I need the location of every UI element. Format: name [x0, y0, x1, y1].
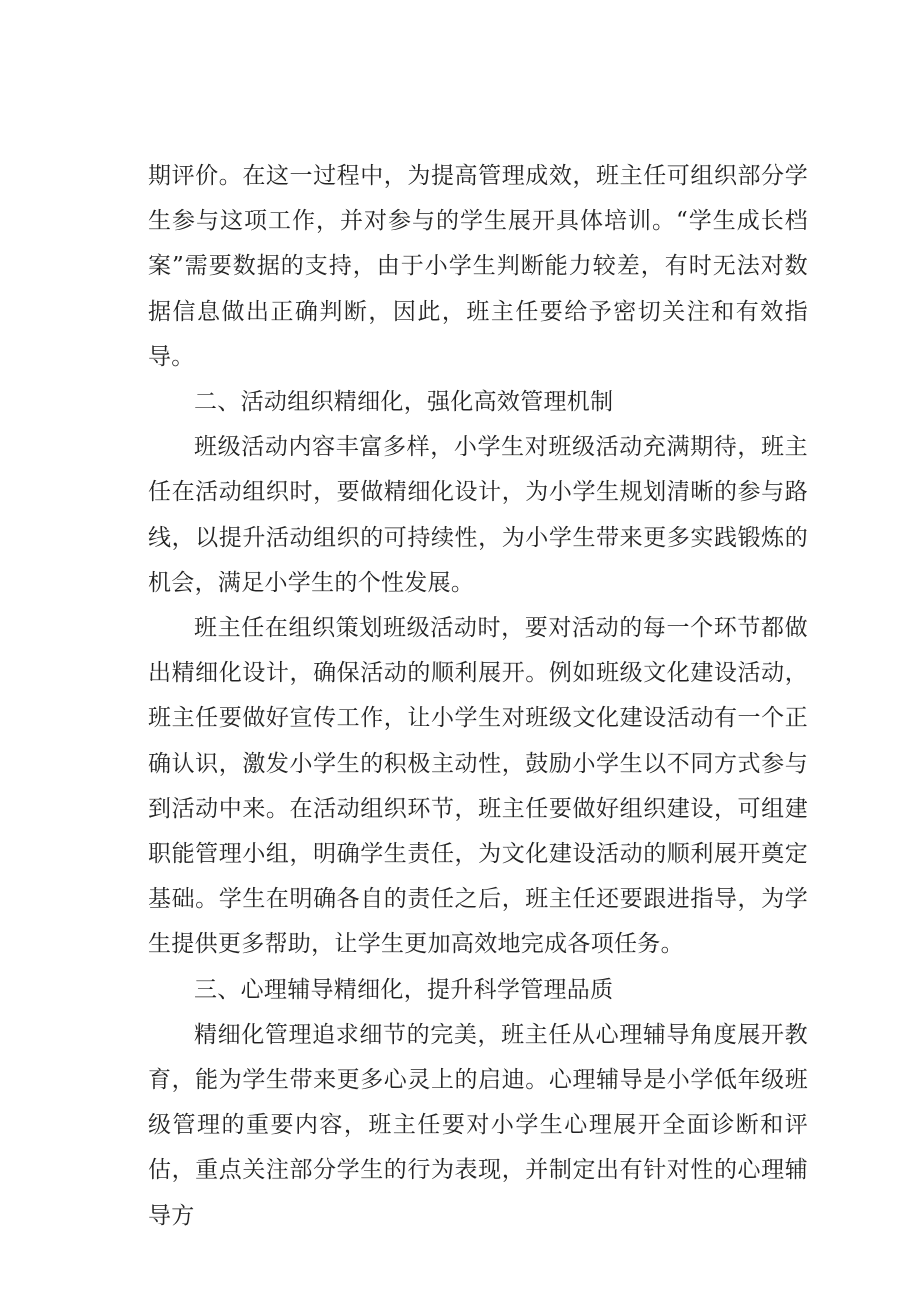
section-heading-2: 二、活动组织精细化，强化高效管理机制 — [194, 389, 614, 416]
paragraph: 班主任在组织策划班级活动时，要对活动的每一个环节都做出精细化设计，确保活动的顺利展开。例如班级文化建设活动，班主任要做好宣传工作，让小学生对班级文化建设活动有一个正确认识，激发小学生的积极主动性，鼓励小学生以不同方式参与到活动中来。在活动组织环节，班主任要做好组织建设，可组建职能管理小组，明确学生责任，为文化建设活动的顺利展开奠定基础。学生在明确各自的责任之后，班主任还要跟进指导，为学生提供更多帮助，让学生更加高效地完成各项任务。 — [148, 615, 808, 958]
section-heading-3: 三、心理辅导精细化，提升科学管理品质 — [194, 976, 614, 1003]
paragraph: 班级活动内容丰富多样，小学生对班级活动充满期待，班主任在活动组织时，要做精细化设计，为小学生规划清晰的参与路线，以提升活动组织的可持续性，为小学生带来更多实践锻炼的机会，满足小学生的个性发展。 — [148, 434, 808, 596]
paragraph: 精细化管理追求细节的完美，班主任从心理辅导角度展开教育，能为学生带来更多心灵上的启迪。心理辅导是小学低年级班级管理的重要内容，班主任要对小学生心理展开全面诊断和评估，重点关注部分学生的行为表现，并制定出有针对性的心理辅导方 — [148, 1021, 808, 1229]
document-body — [148, 154, 808, 1239]
paragraph-continuation: 期评价。在这一过程中，为提高管理成效，班主任可组织部分学生参与这项工作，并对参与的学生展开具体培训。“学生成长档案”需要数据的支持，由于小学生判断能力较差，有时无法对数据信息做出正确判断，因此，班主任要给予密切关注和有效指导。 — [148, 163, 808, 370]
